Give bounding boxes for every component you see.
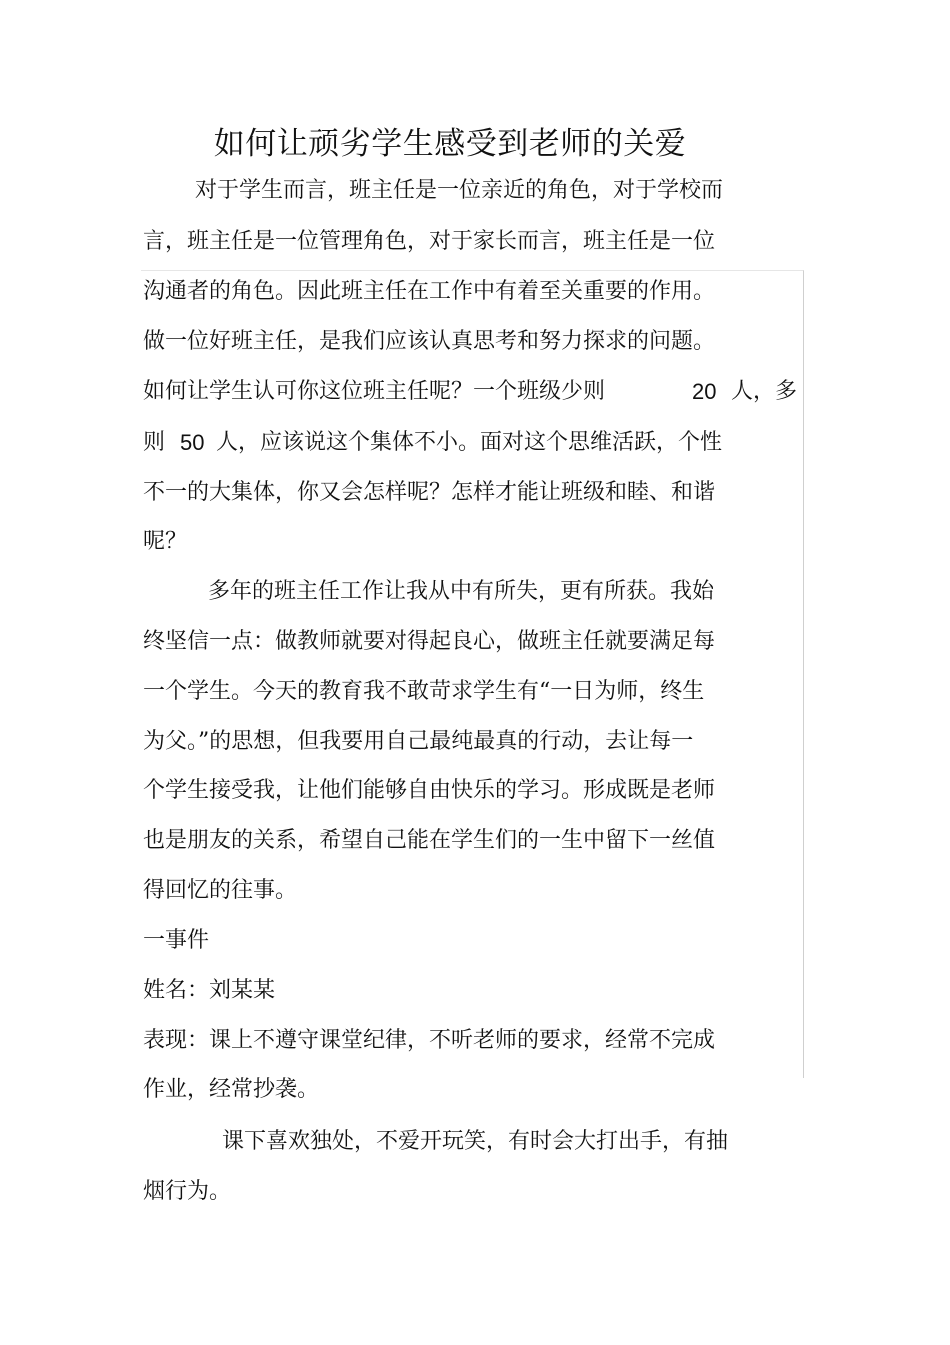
paragraph-line: 个学生接受我，让他们能够自由快乐的学习。形成既是老师: [143, 778, 716, 803]
paragraph-line: 一个学生。今天的教育我不敢苛求学生有“一日为师，终生: [143, 679, 705, 704]
document-title: 如何让顽劣学生感受到老师的关爱: [213, 126, 687, 162]
student-name: 姓名：刘某某: [143, 978, 276, 1003]
number-value: 20: [692, 379, 717, 404]
paragraph-line: 做一位好班主任，是我们应该认真思考和努力探求的问题。: [143, 329, 716, 354]
number-value: 50: [180, 430, 205, 455]
section-heading: 一事件: [143, 928, 210, 953]
paragraph-line: 烟行为。: [143, 1179, 232, 1204]
paragraph-line: 得回忆的往事。: [143, 878, 298, 903]
paragraph-line: 课下喜欢独处，不爱开玩笑，有时会大打出手，有抽: [222, 1129, 729, 1154]
paragraph-line: 多年的班主任工作让我从中有所失，更有所获。我始: [208, 579, 715, 604]
paragraph-line: 不一的大集体，你又会怎样呢？怎样才能让班级和睦、和谐: [143, 480, 716, 505]
paragraph-line: 也是朋友的关系，希望自己能在学生们的一生中留下一丝值: [143, 828, 716, 853]
paragraph-line: 呢？: [143, 529, 188, 554]
paragraph-line: 对于学生而言，班主任是一位亲近的角色，对于学校而: [195, 178, 724, 203]
paragraph-line: 人，多: [731, 379, 798, 404]
paragraph-line: 如何让学生认可你这位班主任呢？一个班级少则: [143, 379, 606, 404]
paragraph-line: 作业，经常抄袭。: [143, 1077, 320, 1102]
paragraph-line: 沟通者的角色。因此班主任在工作中有着至关重要的作用。: [143, 279, 716, 304]
paragraph-line: 表现：课上不遵守课堂纪律，不听老师的要求，经常不完成: [143, 1028, 716, 1053]
paragraph-line: 则: [143, 430, 166, 455]
paragraph-line: 终坚信一点：做教师就要对得起良心，做班主任就要满足每: [143, 629, 716, 654]
paragraph-line: 言，班主任是一位管理角色，对于家长而言，班主任是一位: [143, 229, 716, 254]
paragraph-line: 为父。”的思想，但我要用自己最纯最真的行动，去让每一: [143, 729, 694, 754]
paragraph-line: 人，应该说这个集体不小。面对这个思维活跃，个性: [216, 430, 723, 455]
